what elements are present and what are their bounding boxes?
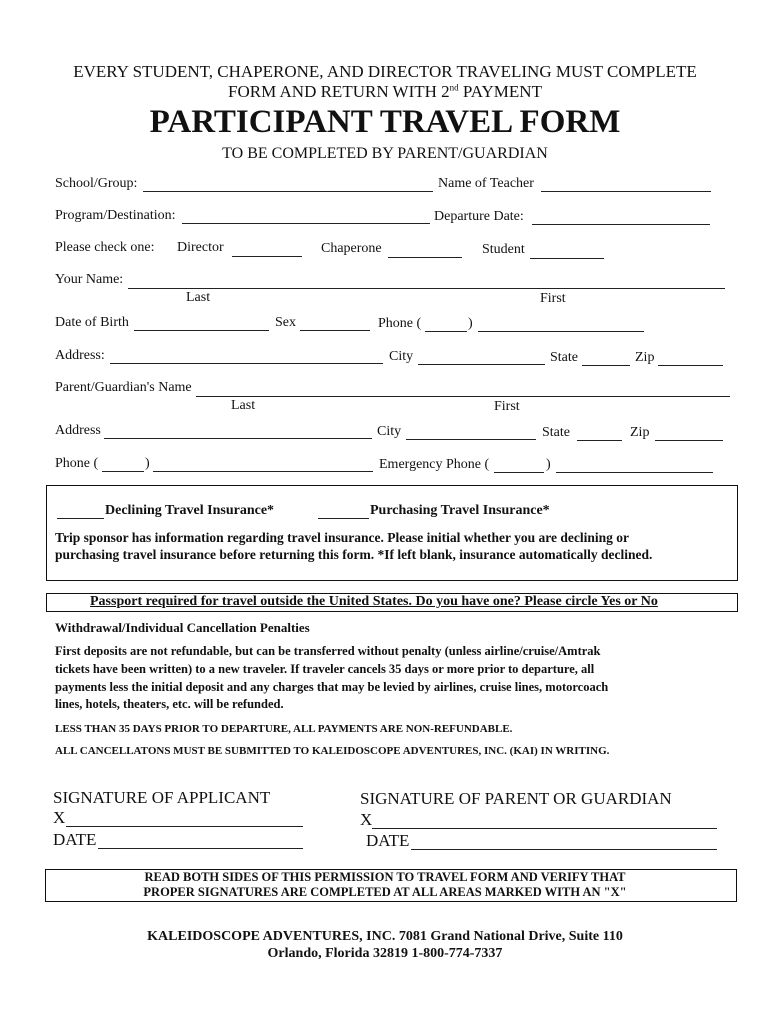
phone-label-1: Phone ( <box>378 316 422 331</box>
address-label-1: Address: <box>55 348 105 363</box>
parent-x-mark: X <box>360 810 373 829</box>
penalties-line-2: tickets have been written) to a new traveler. If traveler cancels 35 days or more prior to departure, all <box>55 662 595 676</box>
passport-text: Passport required for travel outside the United States. Do you have one? Please circle Yes or No <box>90 594 658 609</box>
emergency-area-field[interactable] <box>494 472 544 473</box>
state-field-2[interactable] <box>577 440 622 441</box>
zip-field-2[interactable] <box>655 440 723 441</box>
teacher-label: Name of Teacher <box>438 176 534 191</box>
applicant-date-label: DATE <box>53 830 97 849</box>
penalties-line-4: lines, hotels, theaters, etc. will be refunded. <box>55 697 284 711</box>
phone-area-field-1[interactable] <box>425 331 467 332</box>
insurance-text-1: Trip sponsor has information regarding travel insurance. Please initial whether you are declining or <box>55 530 630 545</box>
applicant-x-mark: X <box>53 808 66 827</box>
dob-field[interactable] <box>134 330 269 331</box>
your-name-label: Your Name: <box>55 272 124 287</box>
address-label-2: Address <box>55 423 101 438</box>
city-field-2[interactable] <box>406 439 536 440</box>
emergency-close-paren: ) <box>546 457 551 472</box>
parent-name-field[interactable] <box>196 396 730 397</box>
zip-field-1[interactable] <box>658 365 723 366</box>
state-label-2: State <box>542 425 570 440</box>
state-label-1: State <box>550 350 578 365</box>
penalties-line-1: First deposits are not refundable, but can be transferred without penalty (unless airline/cruise/Amtrak <box>55 644 601 658</box>
departure-label: Departure Date: <box>434 209 524 224</box>
penalties-line-5: LESS THAN 35 DAYS PRIOR TO DEPARTURE, ALL PAYMENTS ARE NON-REFUNDABLE. <box>55 723 513 735</box>
phone-field-2[interactable] <box>153 471 373 472</box>
chaperone-label: Chaperone <box>321 241 382 256</box>
zip-label-1: Zip <box>635 350 655 365</box>
address-field-2[interactable] <box>104 438 372 439</box>
phone-close-paren-1: ) <box>468 316 473 331</box>
notice-box-line-2: PROPER SIGNATURES ARE COMPLETED AT ALL AREAS MARKED WITH AN "X" <box>143 885 627 899</box>
parent-last-label: Last <box>231 398 256 413</box>
zip-label-2: Zip <box>630 425 650 440</box>
notice-line-2-post: PAYMENT <box>458 82 542 101</box>
phone-field-1[interactable] <box>478 331 644 332</box>
notice-line-2-pre: FORM AND RETURN WITH 2 <box>228 82 450 101</box>
check-one-label: Please check one: <box>55 240 155 255</box>
address-field-1[interactable] <box>110 363 383 364</box>
dob-label: Date of Birth <box>55 315 129 330</box>
penalties-line-6: ALL CANCELLATONS MUST BE SUBMITTED TO KALEIDOSCOPE ADVENTURES, INC. (KAI) IN WRITING. <box>55 745 610 757</box>
penalties-heading: Withdrawal/Individual Cancellation Penalties <box>55 620 310 635</box>
insurance-text-2: purchasing travel insurance before returning this form. *If left blank, insurance automatically declined. <box>55 547 653 562</box>
notice-line-2 <box>0 82 770 102</box>
parent-name-label: Parent/Guardian's Name <box>55 380 192 395</box>
sex-field[interactable] <box>300 330 370 331</box>
sex-label: Sex <box>275 315 296 330</box>
purchasing-initial-field[interactable] <box>318 518 369 519</box>
student-field[interactable] <box>530 258 604 259</box>
applicant-signature-label: SIGNATURE OF APPLICANT <box>53 788 271 807</box>
purchasing-label: Purchasing Travel Insurance* <box>370 503 550 518</box>
program-field[interactable] <box>182 223 430 224</box>
school-group-label: School/Group: <box>55 176 138 191</box>
city-label-1: City <box>389 349 414 364</box>
student-label: Student <box>482 242 525 257</box>
state-field-1[interactable] <box>582 365 630 366</box>
phone-close-paren-2: ) <box>145 456 150 471</box>
page-subtitle: TO BE COMPLETED BY PARENT/GUARDIAN <box>222 145 548 162</box>
applicant-date-field[interactable] <box>98 848 303 849</box>
parent-first-label: First <box>494 399 520 414</box>
penalties-line-3: payments less the initial deposit and any charges that may be levied by airlines, cruise lines, motorcoach <box>55 680 609 694</box>
school-group-field[interactable] <box>143 191 433 192</box>
city-field-1[interactable] <box>418 364 545 365</box>
notice-line-1: EVERY STUDENT, CHAPERONE, AND DIRECTOR TRAVELING MUST COMPLETE <box>73 62 697 81</box>
footer-line-2: Orlando, Florida 32819 1-800-774-7337 <box>267 946 503 961</box>
footer-line-1: KALEIDOSCOPE ADVENTURES, INC. 7081 Grand National Drive, Suite 110 <box>147 929 623 944</box>
declining-initial-field[interactable] <box>57 518 104 519</box>
director-field[interactable] <box>232 256 302 257</box>
director-label: Director <box>177 240 224 255</box>
program-label: Program/Destination: <box>55 208 176 223</box>
applicant-signature-field[interactable] <box>66 826 303 827</box>
chaperone-field[interactable] <box>388 257 462 258</box>
parent-date-field[interactable] <box>411 849 717 850</box>
notice-line-2-sup: nd <box>449 82 459 93</box>
emergency-phone-field[interactable] <box>556 472 713 473</box>
parent-date-label: DATE <box>366 831 410 850</box>
phone-area-field-2[interactable] <box>102 471 144 472</box>
parent-signature-field[interactable] <box>372 828 717 829</box>
city-label-2: City <box>377 424 402 439</box>
your-name-first-label: First <box>540 291 566 306</box>
parent-signature-label: SIGNATURE OF PARENT OR GUARDIAN <box>360 789 672 808</box>
declining-label: Declining Travel Insurance* <box>105 503 275 518</box>
notice-box-line-1: READ BOTH SIDES OF THIS PERMISSION TO TRAVEL FORM AND VERIFY THAT <box>144 870 626 884</box>
departure-field[interactable] <box>532 224 710 225</box>
your-name-field[interactable] <box>128 288 725 289</box>
phone-label-2: Phone ( <box>55 456 99 471</box>
your-name-last-label: Last <box>186 290 211 305</box>
teacher-field[interactable] <box>541 191 711 192</box>
emergency-phone-label: Emergency Phone ( <box>379 457 490 472</box>
page-title: PARTICIPANT TRAVEL FORM <box>149 104 621 140</box>
